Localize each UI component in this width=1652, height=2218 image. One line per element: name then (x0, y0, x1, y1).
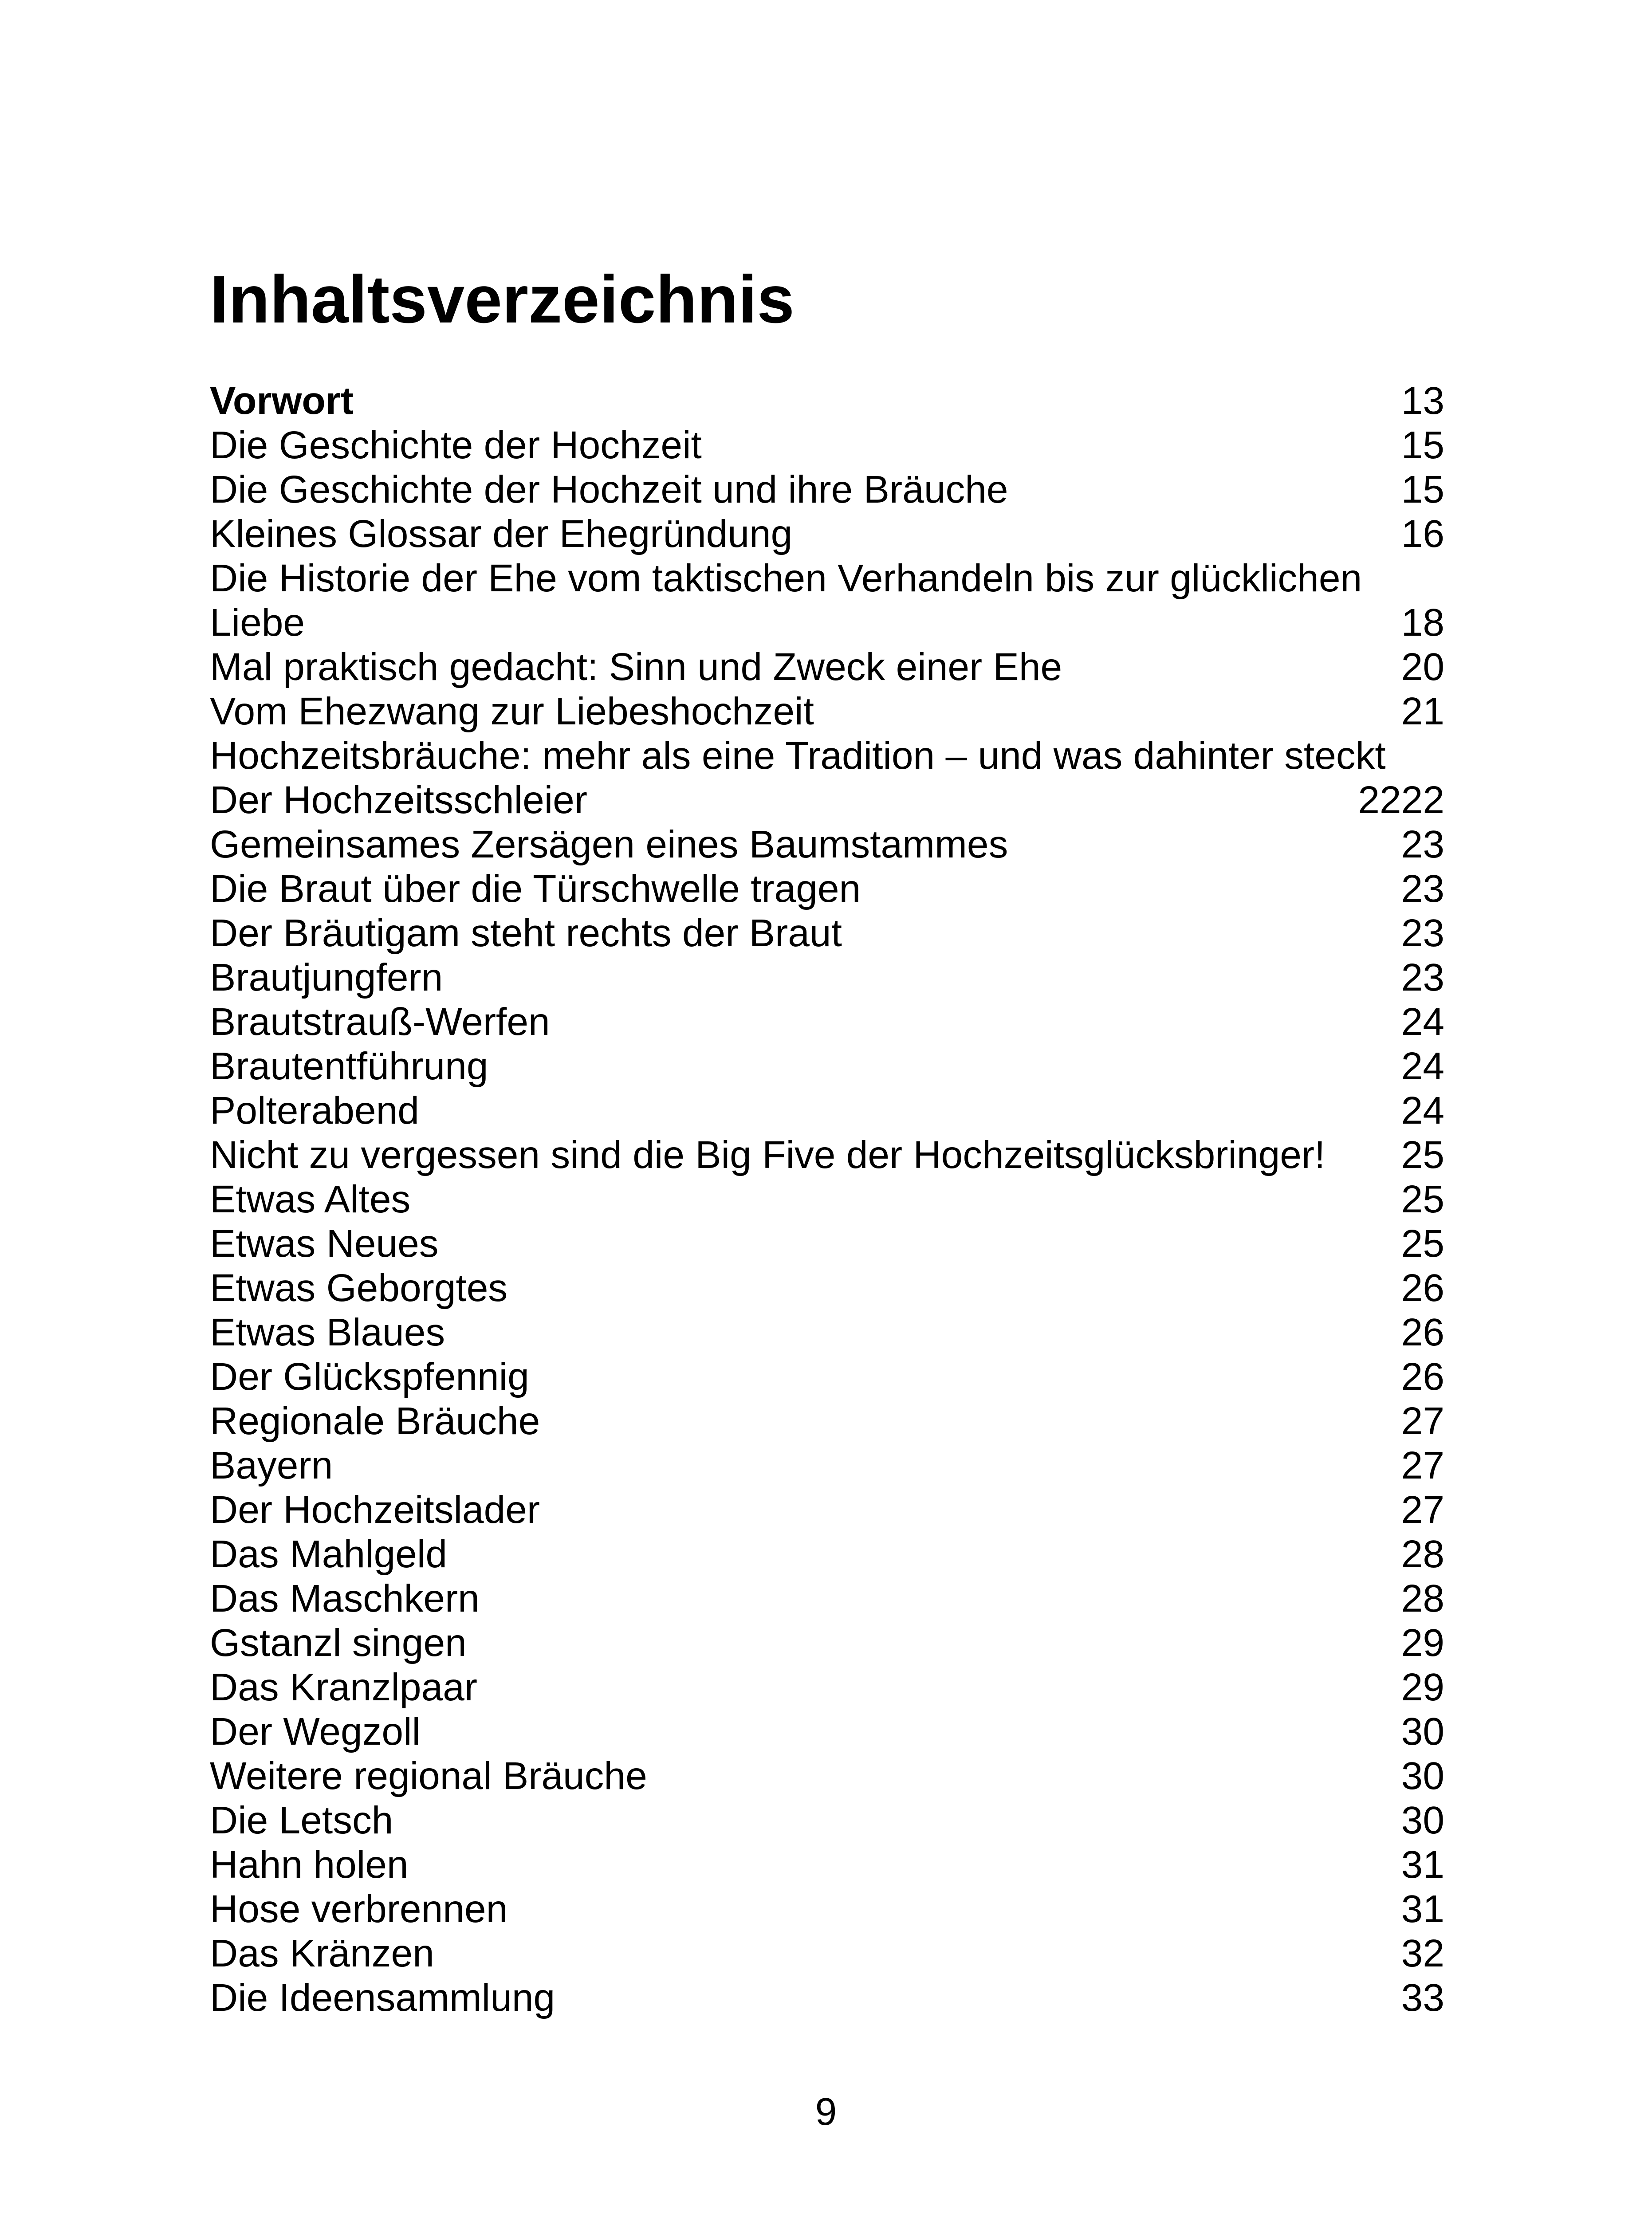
toc-entry (210, 733, 1444, 778)
toc-entry (210, 1088, 1444, 1133)
toc-entry-page: 31 (1401, 1843, 1444, 1886)
toc-entry-title: Brautstrauß-Werfen (210, 1000, 550, 1043)
toc-entry-title: Gstanzl singen (210, 1621, 467, 1664)
toc-entry-page: 23 (1401, 956, 1444, 999)
toc-entry-title: Die Geschichte der Hochzeit (210, 423, 702, 467)
toc-entry (210, 1620, 1444, 1665)
toc-entry (210, 955, 1444, 999)
toc-entry-title: Etwas Altes (210, 1177, 411, 1221)
toc-entry (210, 866, 1444, 911)
toc-entry (210, 556, 1444, 600)
toc-entry-page: 2222 (1358, 778, 1444, 822)
toc-entry-page: 29 (1401, 1621, 1444, 1664)
toc-entry (210, 423, 1444, 467)
toc-entry (210, 1399, 1444, 1443)
toc-entry-title: Vom Ehezwang zur Liebeshochzeit (210, 689, 814, 733)
toc-entry-title: Brautjungfern (210, 956, 443, 999)
toc-entry-page: 26 (1401, 1266, 1444, 1310)
toc-entry (210, 1842, 1444, 1887)
toc-entry (210, 1133, 1444, 1177)
toc-entry (210, 911, 1444, 955)
toc-entry (210, 822, 1444, 866)
toc-entry (210, 1177, 1444, 1221)
toc-entry-page: 27 (1401, 1488, 1444, 1531)
toc-entry-title: Brautentführung (210, 1044, 488, 1088)
toc-entry-page: 23 (1401, 867, 1444, 910)
toc-entry (210, 1487, 1444, 1532)
toc-entry-title: Das Mahlgeld (210, 1532, 447, 1576)
toc-entry-page: 27 (1401, 1443, 1444, 1487)
toc-entry-title: Die Letsch (210, 1798, 393, 1842)
toc-entry-page: 16 (1401, 512, 1444, 555)
toc-entry-page: 26 (1401, 1310, 1444, 1354)
toc-entry-title: Hose verbrennen (210, 1887, 508, 1931)
toc-entry (210, 1532, 1444, 1576)
toc-entry-page: 30 (1401, 1754, 1444, 1797)
toc-entry-page: 20 (1401, 645, 1444, 688)
toc-entry (210, 1709, 1444, 1754)
toc-entry (210, 1354, 1444, 1399)
toc-entry (210, 1665, 1444, 1709)
toc-entry-page: 30 (1401, 1710, 1444, 1753)
toc-entry-title: Etwas Neues (210, 1222, 439, 1265)
toc-entry (210, 600, 1444, 645)
toc-entry-page: 27 (1401, 1399, 1444, 1443)
toc-entry-title: Weitere regional Bräuche (210, 1754, 647, 1797)
toc-entry-page: 30 (1401, 1798, 1444, 1842)
toc-entry-page: 23 (1401, 911, 1444, 955)
toc-entry-page: 25 (1401, 1177, 1444, 1221)
toc-entry-page: 18 (1401, 601, 1444, 644)
toc-entry-title: Die Historie der Ehe vom taktischen Verhandeln bis zur glücklichen (210, 556, 1362, 600)
toc-entry-page: 26 (1401, 1355, 1444, 1398)
toc-entry (210, 1044, 1444, 1088)
toc-entry-title: Der Glückspfennig (210, 1355, 529, 1398)
toc-entry-page: 31 (1401, 1887, 1444, 1931)
toc-entry (210, 1798, 1444, 1842)
toc-entry-title: Etwas Geborgtes (210, 1266, 508, 1310)
toc-entry-title: Bayern (210, 1443, 333, 1487)
toc-entry-title: Gemeinsames Zersägen eines Baumstammes (210, 822, 1008, 866)
toc-entry-page: 21 (1401, 689, 1444, 733)
toc-entry (210, 1931, 1444, 1975)
toc-entry-title: Hahn holen (210, 1843, 409, 1886)
page-title: Inhaltsverzeichnis (210, 262, 795, 337)
toc-entry-page: 15 (1401, 468, 1444, 511)
toc-entry-title: Hochzeitsbräuche: mehr als eine Tradition – und was dahinter steckt (210, 734, 1386, 777)
toc-entry-page: 13 (1401, 379, 1444, 422)
toc-entry (210, 511, 1444, 556)
toc-entry (210, 1975, 1444, 2020)
toc-entry-page: 32 (1401, 1931, 1444, 1975)
toc-entry-title: Der Bräutigam steht rechts der Braut (210, 911, 842, 955)
toc-entry-title: Vorwort (210, 379, 354, 422)
toc-entry-title: Etwas Blaues (210, 1310, 445, 1354)
toc-entry-page: 15 (1401, 423, 1444, 467)
toc-entry (210, 378, 1444, 423)
toc-entry-title: Das Maschkern (210, 1577, 480, 1620)
toc-entry (210, 1443, 1444, 1487)
toc-entry-title: Die Braut über die Türschwelle tragen (210, 867, 861, 910)
toc-entry (210, 467, 1444, 511)
toc-entry-title: Nicht zu vergessen sind die Big Five der Hochzeitsglücksbringer! (210, 1133, 1326, 1176)
toc-entry (210, 1887, 1444, 1931)
toc-entry (210, 1310, 1444, 1354)
toc-entry-page: 24 (1401, 1044, 1444, 1088)
page-number: 9 (815, 2090, 837, 2133)
toc-entry-page: 23 (1401, 822, 1444, 866)
toc-entry-page: 29 (1401, 1665, 1444, 1709)
toc-entry-title: Der Hochzeitsschleier (210, 778, 587, 822)
toc-entry-title: Kleines Glossar der Ehegründung (210, 512, 793, 555)
toc-entry-page: 25 (1401, 1133, 1444, 1176)
toc-entry-page: 25 (1401, 1222, 1444, 1265)
toc-entry-title: Polterabend (210, 1089, 419, 1132)
toc-entry-title: Liebe (210, 601, 305, 644)
toc-entry-title: Das Kranzlpaar (210, 1665, 478, 1709)
toc-entry (210, 1754, 1444, 1798)
toc-entry-title: Die Ideensammlung (210, 1976, 555, 2019)
toc-entry-title: Das Kränzen (210, 1931, 434, 1975)
toc-entry (210, 1266, 1444, 1310)
toc-entry (210, 1576, 1444, 1620)
toc-entry (210, 1221, 1444, 1266)
table-of-contents (210, 378, 1444, 2020)
toc-entry (210, 999, 1444, 1044)
toc-entry-title: Der Hochzeitslader (210, 1488, 540, 1531)
toc-entry-page: 33 (1401, 1976, 1444, 2019)
toc-entry-title: Die Geschichte der Hochzeit und ihre Bräuche (210, 468, 1008, 511)
toc-entry (210, 645, 1444, 689)
toc-entry (210, 778, 1444, 822)
toc-entry-title: Regionale Bräuche (210, 1399, 540, 1443)
toc-entry-page: 28 (1401, 1577, 1444, 1620)
toc-entry-page: 28 (1401, 1532, 1444, 1576)
toc-entry-title: Der Wegzoll (210, 1710, 421, 1753)
toc-entry-title: Mal praktisch gedacht: Sinn und Zweck einer Ehe (210, 645, 1062, 688)
toc-entry-page: 24 (1401, 1089, 1444, 1132)
toc-entry-page: 24 (1401, 1000, 1444, 1043)
toc-entry (210, 689, 1444, 733)
